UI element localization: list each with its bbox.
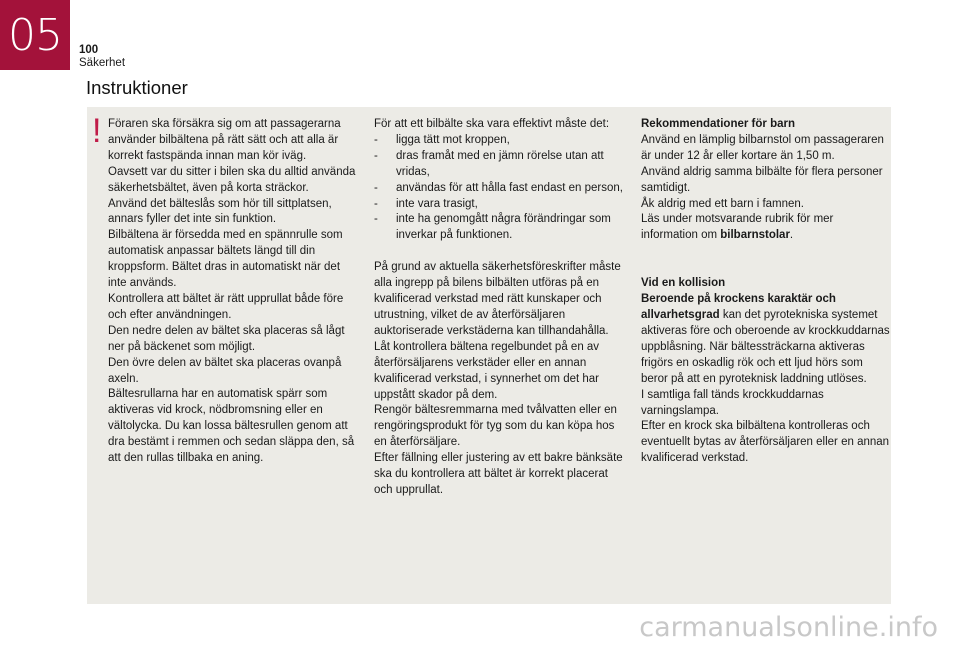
page-number: 100 bbox=[79, 44, 99, 56]
collision-lead: Beroende på krockens karaktär och allvarhetsgrad kan det pyrotekniska systemet aktiveras före och oberoende av krockkuddarnas uppblåsning. När bältessträckarna aktiveras frigörs en oskadlig rök och ett ljud hörs som beror på att en pyroteknisk laddning utlöses. bbox=[641, 293, 890, 385]
children-collision-column bbox=[641, 117, 891, 467]
chapter-number: 05 bbox=[8, 10, 62, 61]
warning-paragraph: Använd det bälteslås som hör till sittplatsen, annars fyller det inte sin funktion. bbox=[108, 197, 332, 226]
section-name: Säkerhet bbox=[79, 57, 126, 69]
list-item: - inte vara trasigt, bbox=[374, 197, 478, 210]
children-line: Åk aldrig med ett barn i famnen. bbox=[641, 197, 804, 210]
warning-paragraph: Den övre delen av bältet ska placeras ovanpå axeln. bbox=[108, 356, 342, 385]
exclamation-icon: ! bbox=[92, 112, 102, 150]
collision-paragraph: I samtliga fall tänds krockkuddarnas varningslampa. bbox=[641, 388, 824, 417]
warning-paragraph: Oavsett var du sitter i bilen ska du alltid använda säkerhetsbältet, även på korta sträckor. bbox=[108, 165, 356, 194]
effectiveness-intro: För att ett bilbälte ska vara effektivt måste det: bbox=[374, 118, 610, 130]
requirements-list bbox=[374, 133, 624, 244]
warning-paragraph: Bilbältena är försedda med en spännrulle som automatisk anpassar bältets längd till din kroppsform. Bältet dras in automatiskt när det inte används. bbox=[108, 229, 343, 290]
warning-paragraph: Kontrollera att bältet är rätt upprullat både före och efter användningen. bbox=[108, 292, 344, 321]
service-paragraph: På grund av aktuella säkerhetsföreskrifter måste alla ingrepp på bilens bilbälten utföras på en kvalificerad verkstad med rätt kunskaper och utrustning, vilket de av återförsäljaren auktoriserade verkstäderna kan tillhandahålla. bbox=[374, 261, 621, 337]
warning-paragraph: Den nedre delen av bältet ska placeras så lågt ner på bäckenet som möjligt. bbox=[108, 324, 345, 353]
chapter-tab bbox=[0, 0, 70, 70]
reference-link-text: bilbarnstolar bbox=[720, 229, 790, 242]
spacer bbox=[374, 244, 624, 260]
children-line: Använd en lämplig bilbarnstol om passageraren är under 12 år eller kortare än 1,50 m. bbox=[641, 133, 884, 162]
list-item: - ligga tätt mot kroppen, bbox=[374, 133, 510, 146]
warning-column bbox=[108, 117, 358, 467]
effectiveness-column bbox=[374, 117, 624, 499]
spacer bbox=[641, 244, 891, 276]
list-item: - inte ha genomgått några förändringar som inverkar på funktionen. bbox=[374, 213, 611, 242]
watermark: carmanualsonline.info bbox=[639, 612, 938, 643]
list-item: - användas för att hålla fast endast en person, bbox=[374, 181, 623, 194]
children-line: Använd aldrig samma bilbälte för flera personer samtidigt. bbox=[641, 165, 883, 194]
service-paragraph: Efter fällning eller justering av ett bakre bänksäte ska du kontrollera att bältet är korrekt placerat och upprullat. bbox=[374, 452, 623, 496]
children-heading: Rekommendationer för barn bbox=[641, 118, 795, 130]
children-reference: Läs under motsvarande rubrik för mer information om bilbarnstolar. bbox=[641, 213, 834, 242]
page-title: Instruktioner bbox=[86, 77, 188, 98]
collision-paragraph: Efter en krock ska bilbältena kontrolleras och eventuellt bytas av återförsäljaren eller en annan kvalificerad verkstad. bbox=[641, 420, 890, 465]
list-item: - dras framåt med en jämn rörelse utan att vridas, bbox=[374, 149, 604, 178]
collision-heading: Vid en kollision bbox=[641, 277, 726, 290]
service-paragraph: Rengör bältesremmarna med tvålvatten eller en rengöringsprodukt för tyg som du kan köpa hos en återförsäljare. bbox=[374, 404, 617, 449]
warning-paragraph: Bältesrullarna har en automatisk spärr som aktiveras vid krock, nödbromsning eller en vältolycka. Du kan lossa bältesrullen genom att dra bestämt i remmen och sedan släppa den, så att den rullas tillbaka en aning. bbox=[108, 388, 355, 465]
service-paragraph: Låt kontrollera bältena regelbundet på en av återförsäljarens verkstäder eller en annan kvalificerad verkstad, i synnerhet om det har uppstått skador på dem. bbox=[374, 340, 600, 401]
warning-paragraph: Föraren ska försäkra sig om att passagerarna använder bilbältena på rätt sätt och att alla är korrekt fastspända innan man kör iväg. bbox=[108, 118, 341, 162]
